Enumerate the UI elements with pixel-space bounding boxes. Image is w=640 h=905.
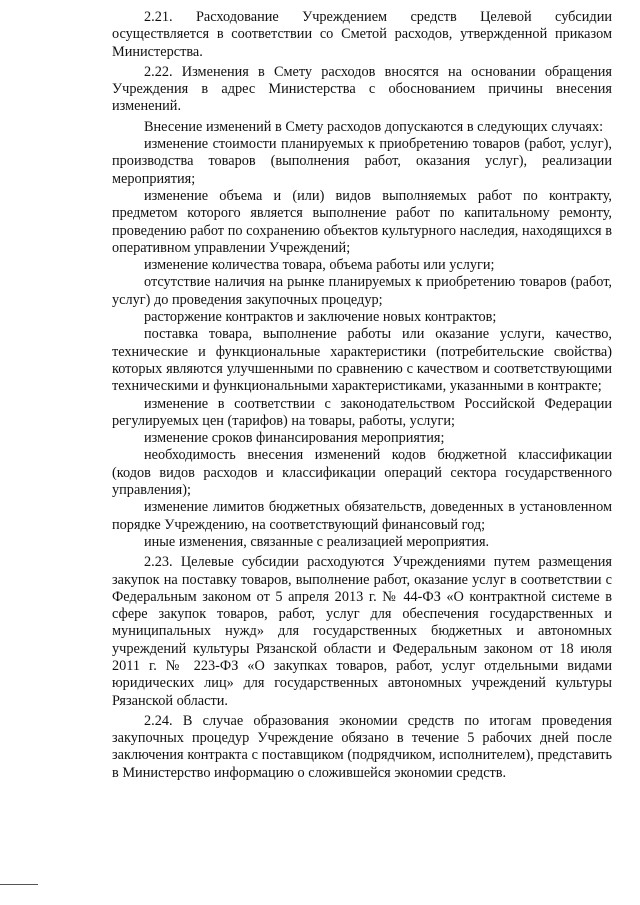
page-edge-mark [0,884,38,885]
list-item-other-changes: иные изменения, связанные с реализацией мероприятия. [144,533,490,550]
list-item-quantity-change: изменение количества товара, объема работы или услуги; [144,257,495,274]
list-item-improved-supply: поставка товара, выполнение работы или оказание услуги, качество, технические и функциональные характеристики (потребительские свойства) которых являются улучшенными по сравнению с качеством и соответствующими техническими и функциональными характеристиками, указанными в контракте; [112,326,612,395]
list-item-regulated-prices: изменение в соответствии с законодательством Российской Федерации регулируемых цен (тарифов) на товары, работы, услуги; [112,395,612,429]
list-item-financing-terms: изменение сроков финансирования мероприятия; [144,430,445,447]
paragraph-2-21: 2.21. Расходование Учреждением средств Целевой субсидии осуществляется в соответствии со Сметой расходов, утвержденной приказом Министерства. [112,9,612,60]
document-body [112,9,612,782]
list-item-volume-change: изменение объема и (или) видов выполняемых работ по контракту, предметом которого является выполнение работ по капитальному ремонту, проведению работ по сохранению объектов культурного наследия, находящихся в оперативном управлении Учреждений; [112,187,612,256]
list-item-cost-change: изменение стоимости планируемых к приобретению товаров (работ, услуг), производства товаров (выполнения работ, оказания услуг), реализации мероприятия; [112,136,612,187]
list-item-budget-codes: необходимость внесения изменений кодов бюджетной классификации (кодов видов расходов и классификации операций сектора государственного управления); [112,447,612,499]
list-item-contract-termination: расторжение контрактов и заключение новых контрактов; [144,309,497,326]
list-item-market-absence: отсутствие наличия на рынке планируемых к приобретению товаров (работ, услуг) до проведения закупочных процедур; [112,274,612,308]
paragraph-2-23: 2.23. Целевые субсидии расходуются Учреждениями путем размещения закупок на поставку товаров, выполнение работ, оказание услуг в соответствии с Федеральным законом от 5 апреля 2013 г. № 44-ФЗ «О контрактной системе в сфере закупок товаров, работ, услуг для обеспечения государственных и муниципальных нужд» для государственных бюджетных и автономных учреждений культуры Рязанской области и Федеральным законом от 18 июля 2011 г. № 223-ФЗ «О закупках товаров, работ, услуг отдельными видами юридических лиц» для государственных автономных учреждений культуры Рязанской области. [112,554,612,709]
paragraph-changes-intro: Внесение изменений в Смету расходов допускаются в следующих случаях: [144,118,604,135]
paragraph-2-22: 2.22. Изменения в Смету расходов вносятся на основании обращения Учреждения в адрес Министерства с обоснованием причины внесения изменений. [112,63,612,115]
list-item-budget-limits: изменение лимитов бюджетных обязательств, доведенных в установленном порядке Учреждению, на соответствующий финансовый год; [112,499,612,533]
paragraph-2-24: 2.24. В случае образования экономии средств по итогам проведения закупочных процедур Учреждение обязано в течение 5 рабочих дней после заключения контракта с поставщиком (подрядчиком, исполнителем), представить в Министерство информацию о сложившейся экономии средств. [112,712,612,781]
